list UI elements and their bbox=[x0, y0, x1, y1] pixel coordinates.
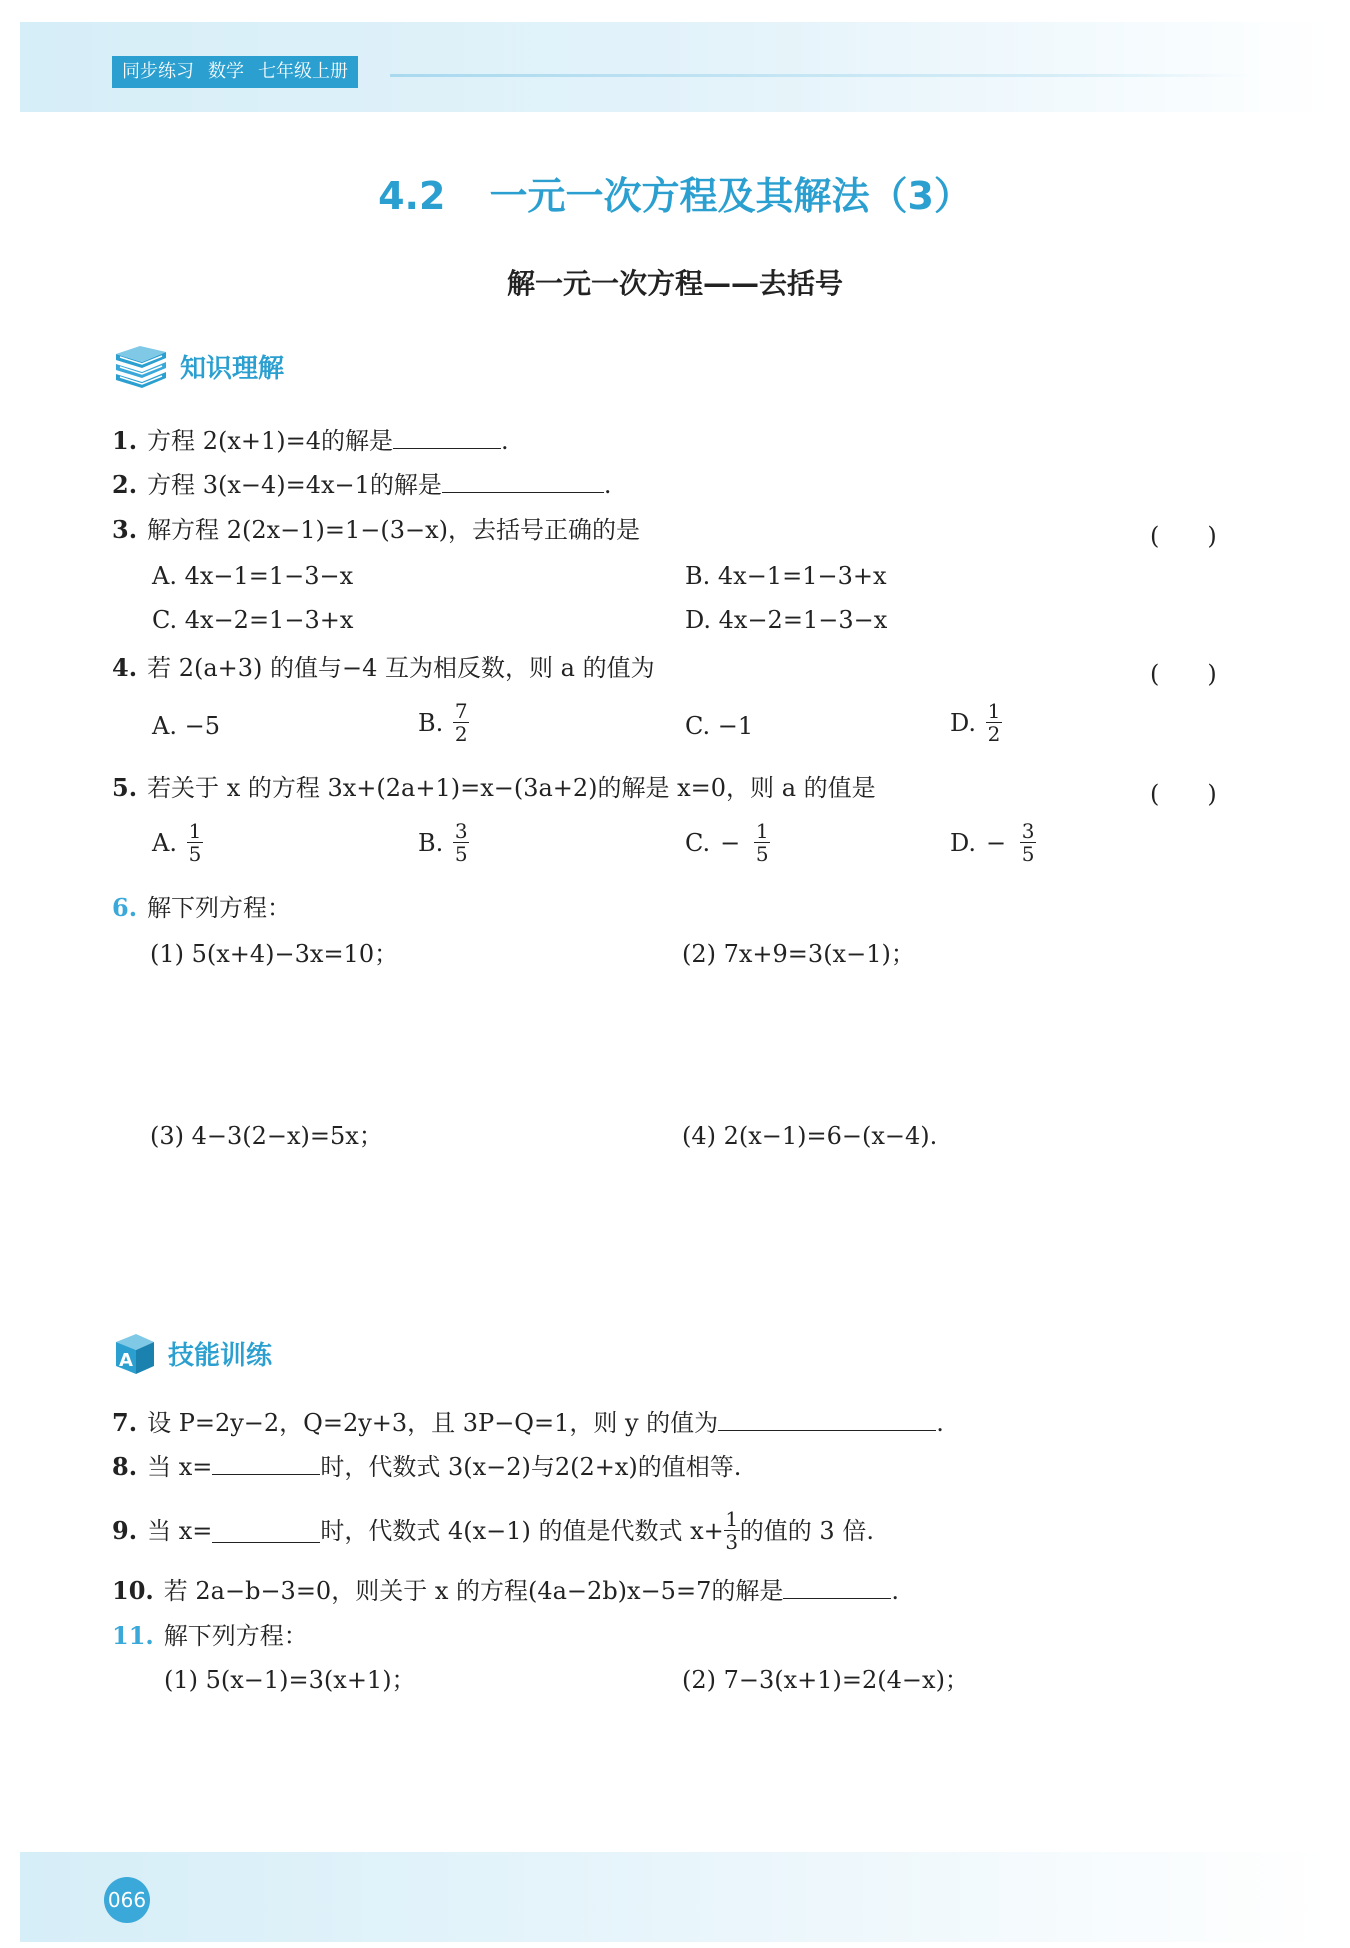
denominator: 5 bbox=[188, 842, 202, 866]
svg-text:A: A bbox=[119, 1350, 133, 1371]
option-b[interactable] bbox=[418, 700, 469, 745]
option-label: B. bbox=[418, 708, 444, 737]
question-tail: 时，代数式 3(x−2)与2(2+x)的值相等. bbox=[320, 1453, 742, 1481]
subproblem-2: (2) 7x+9=3(x−1)； bbox=[682, 940, 915, 968]
option-label: D. bbox=[950, 708, 977, 737]
question-text: 解下列方程： bbox=[147, 894, 292, 922]
letter-cube-icon bbox=[112, 1330, 158, 1376]
question-text-mid: 时，代数式 4(x−1) 的值是代数式 x+ bbox=[320, 1516, 724, 1545]
question-tail: . bbox=[500, 427, 509, 455]
question-6 bbox=[112, 892, 291, 924]
question-3 bbox=[112, 514, 640, 546]
question-number: 2. bbox=[112, 470, 138, 499]
question-tail: . bbox=[603, 471, 612, 499]
subproblem-2: (2) 7−3(x+1)=2(4−x)； bbox=[682, 1666, 969, 1694]
option-c[interactable]: C. 4x−2=1−3+x bbox=[152, 606, 354, 634]
option-c[interactable] bbox=[685, 820, 770, 865]
question-text: 方程 2(x+1)=4的解是 bbox=[147, 427, 393, 455]
denominator: 5 bbox=[454, 842, 468, 866]
question-11 bbox=[112, 1620, 308, 1652]
footer-band bbox=[20, 1852, 1330, 1942]
fraction bbox=[187, 820, 203, 865]
minus-sign: − bbox=[720, 828, 741, 857]
numerator: 3 bbox=[454, 819, 468, 843]
question-number: 11. bbox=[112, 1621, 154, 1650]
question-number: 9. bbox=[112, 1515, 138, 1545]
numerator: 1 bbox=[755, 819, 769, 843]
denominator: 5 bbox=[1021, 842, 1035, 866]
question-number: 1. bbox=[112, 426, 138, 455]
header-tag-book: 同步练习 bbox=[122, 61, 194, 82]
question-tail: 的值的 3 倍. bbox=[739, 1516, 874, 1545]
option-label: A. bbox=[152, 828, 177, 857]
subproblem-1: (1) 5(x−1)=3(x+1)； bbox=[164, 1666, 416, 1694]
denominator: 5 bbox=[755, 842, 769, 866]
answer-blank[interactable] bbox=[212, 1518, 320, 1543]
question-text: 若关于 x 的方程 3x+(2a+1)=x−(3a+2)的解是 x=0，则 a 的值是 bbox=[147, 774, 876, 802]
question-9 bbox=[112, 1508, 874, 1553]
option-a[interactable]: A. 4x−1=1−3−x bbox=[152, 562, 354, 590]
option-label: B. bbox=[418, 828, 444, 857]
fraction bbox=[986, 700, 1002, 745]
header-rule bbox=[390, 74, 1250, 77]
question-tail: . bbox=[891, 1577, 899, 1605]
header-tag bbox=[112, 56, 358, 88]
option-label: C. bbox=[685, 828, 711, 857]
numerator: 1 bbox=[725, 1507, 739, 1531]
question-2 bbox=[112, 468, 612, 501]
answer-blank[interactable] bbox=[393, 424, 501, 449]
header-tag-grade: 七年级上册 bbox=[258, 61, 348, 82]
denominator: 2 bbox=[987, 722, 1001, 746]
page-subtitle: 解一元一次方程——去括号 bbox=[506, 267, 843, 300]
question-7 bbox=[112, 1406, 944, 1439]
question-number: 5. bbox=[112, 773, 138, 802]
question-8 bbox=[112, 1450, 741, 1483]
minus-sign: − bbox=[986, 828, 1007, 857]
question-number: 6. bbox=[112, 893, 138, 922]
section-title: 一元一次方程及其解法（3） bbox=[489, 174, 972, 218]
fraction bbox=[1020, 820, 1036, 865]
question-number: 8. bbox=[112, 1452, 138, 1481]
numerator: 3 bbox=[1021, 819, 1035, 843]
option-c[interactable]: C. −1 bbox=[685, 712, 754, 740]
option-d[interactable] bbox=[950, 700, 1002, 745]
numerator: 7 bbox=[454, 699, 468, 723]
question-1 bbox=[112, 424, 509, 457]
section-skills bbox=[112, 1330, 272, 1376]
section-knowledge bbox=[112, 344, 284, 388]
denominator: 3 bbox=[725, 1530, 739, 1554]
numerator: 1 bbox=[188, 819, 202, 843]
option-d[interactable] bbox=[950, 820, 1036, 865]
page-title bbox=[0, 165, 1350, 220]
option-label: D. bbox=[950, 828, 977, 857]
question-text: 解下列方程： bbox=[163, 1622, 308, 1650]
page-number: 066 bbox=[104, 1877, 150, 1923]
numerator: 1 bbox=[987, 699, 1001, 723]
question-text: 若 2(a+3) 的值与−4 互为相反数，则 a 的值为 bbox=[147, 654, 655, 682]
question-text: 设 P=2y−2，Q=2y+3，且 3P−Q=1，则 y 的值为 bbox=[147, 1409, 719, 1437]
question-10 bbox=[112, 1574, 899, 1607]
option-d[interactable]: D. 4x−2=1−3−x bbox=[685, 606, 888, 634]
subproblem-3: (3) 4−3(2−x)=5x； bbox=[150, 1122, 383, 1150]
question-text: 方程 3(x−4)=4x−1的解是 bbox=[147, 471, 442, 499]
question-tail: . bbox=[936, 1409, 944, 1437]
section-knowledge-label: 知识理解 bbox=[180, 353, 285, 384]
question-text: 若 2a−b−3=0，则关于 x 的方程(4a−2b)x−5=7的解是 bbox=[163, 1577, 784, 1605]
answer-blank[interactable] bbox=[783, 1574, 891, 1599]
question-number: 7. bbox=[112, 1408, 138, 1437]
header-tag-subject: 数学 bbox=[208, 61, 244, 82]
question-text: 解方程 2(2x−1)=1−(3−x)，去括号正确的是 bbox=[147, 516, 640, 544]
question-4 bbox=[112, 652, 655, 684]
answer-blank[interactable] bbox=[212, 1450, 320, 1475]
section-skills-label: 技能训练 bbox=[168, 1340, 273, 1371]
question-5 bbox=[112, 772, 876, 804]
question-text: 当 x= bbox=[147, 1453, 213, 1481]
denominator: 2 bbox=[454, 722, 468, 746]
subproblem-4: (4) 2(x−1)=6−(x−4). bbox=[682, 1122, 938, 1150]
answer-blank[interactable] bbox=[442, 468, 604, 493]
books-icon bbox=[112, 344, 170, 388]
section-number: 4.2 bbox=[378, 174, 446, 218]
fraction bbox=[754, 820, 770, 865]
answer-parentheses[interactable]: ( ) bbox=[1150, 522, 1217, 550]
fraction bbox=[453, 700, 469, 745]
option-a[interactable]: A. −5 bbox=[152, 712, 220, 740]
question-number: 3. bbox=[112, 515, 138, 544]
question-number: 10. bbox=[112, 1576, 154, 1605]
option-a[interactable] bbox=[152, 820, 203, 865]
subproblem-1: (1) 5(x+4)−3x=10； bbox=[150, 940, 399, 968]
answer-parentheses[interactable]: ( ) bbox=[1150, 660, 1217, 688]
question-text: 当 x= bbox=[147, 1516, 213, 1545]
fraction bbox=[453, 820, 469, 865]
fraction bbox=[724, 1508, 740, 1553]
option-b[interactable]: B. 4x−1=1−3+x bbox=[685, 562, 887, 590]
option-b[interactable] bbox=[418, 820, 469, 865]
answer-blank[interactable] bbox=[718, 1406, 936, 1431]
answer-parentheses[interactable]: ( ) bbox=[1150, 780, 1217, 808]
question-number: 4. bbox=[112, 653, 138, 682]
